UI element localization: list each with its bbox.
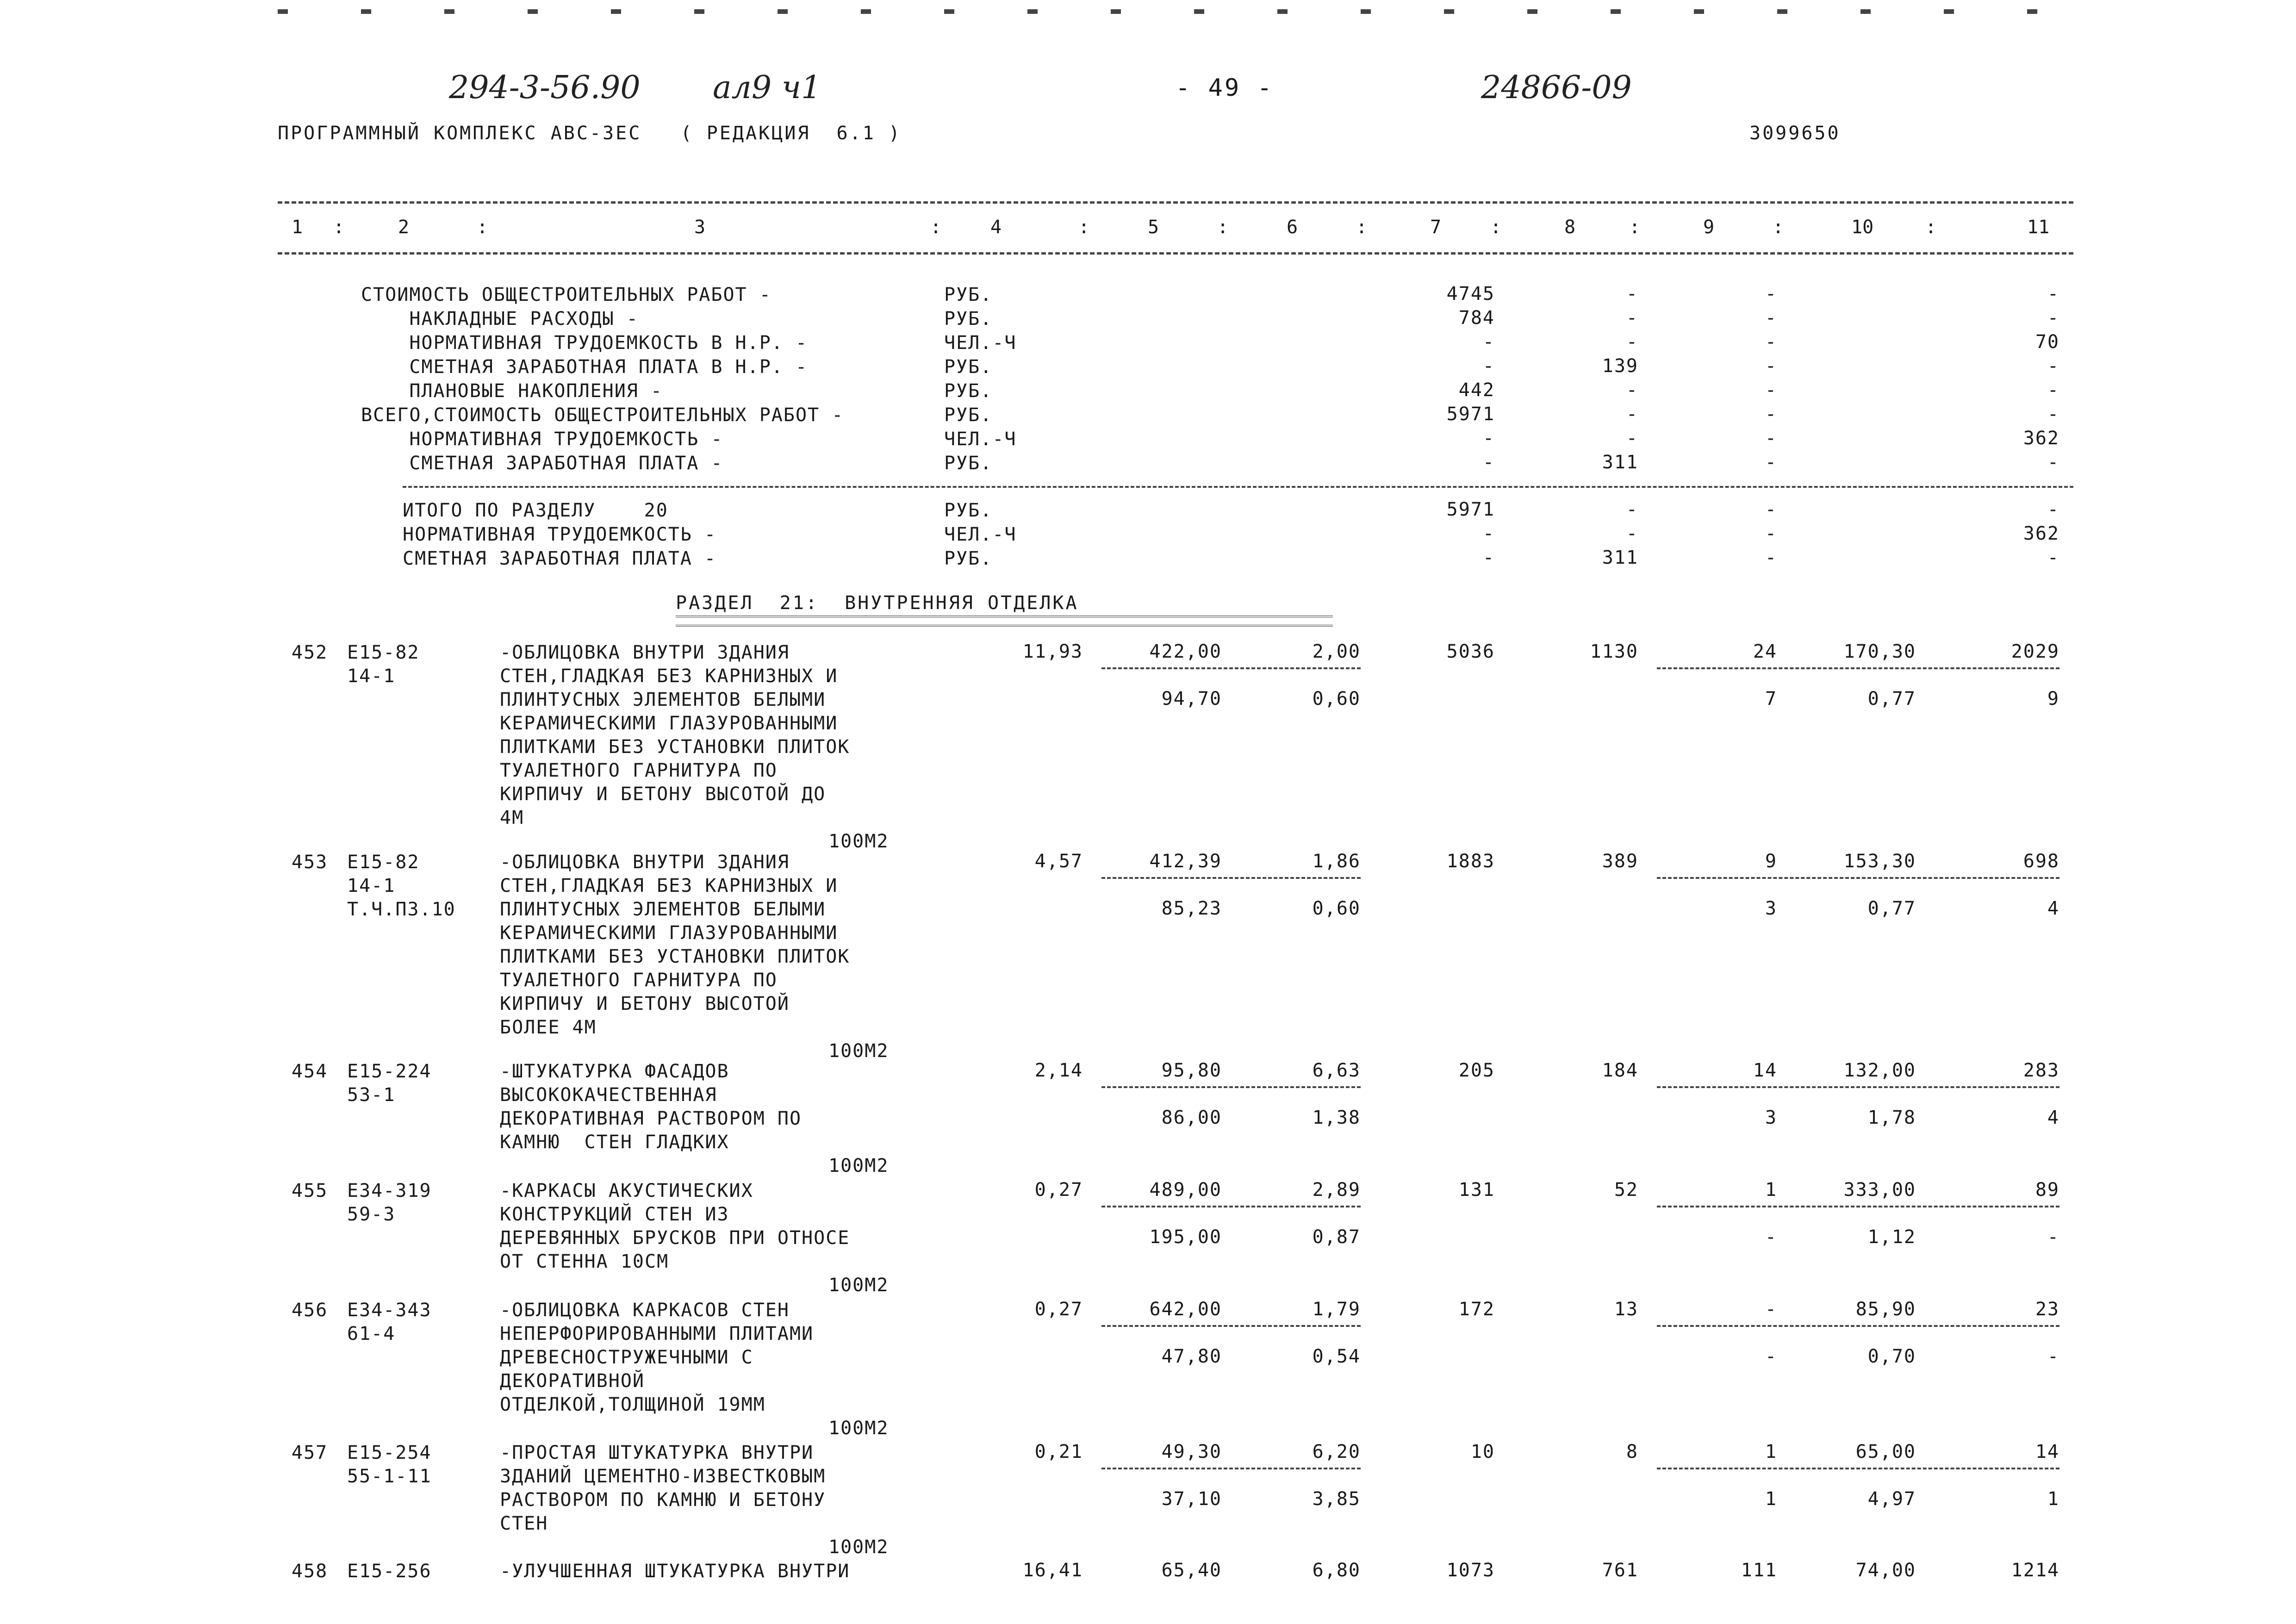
summary-row-col8: - xyxy=(1626,283,1638,305)
item-col-8: 52 xyxy=(1614,1179,1638,1201)
item-col-11-labor: 9 xyxy=(2047,688,2060,709)
item-col-11: 89 xyxy=(2035,1179,2060,1201)
summary-row-col8: 139 xyxy=(1602,355,1638,377)
column-header: 11 xyxy=(2027,217,2050,238)
table-header-bottom-rule xyxy=(278,252,2073,255)
summary-row-col7: 442 xyxy=(1458,380,1495,401)
item-col-10: 153,30 xyxy=(1843,851,1916,872)
summary-row-col11: - xyxy=(2047,283,2060,305)
item-col-9: 24 xyxy=(1753,641,1777,662)
summary-row-unit: РУБ. xyxy=(944,356,993,378)
item-number: 452 xyxy=(292,642,328,663)
program-title: ПРОГРАММНЫЙ КОМПЛЕКС АВС-3ЕС ( РЕДАКЦИЯ 6.1 ) xyxy=(278,123,902,144)
item-norm-subcode: 14-1 xyxy=(347,875,396,896)
item-norm-code: Е15-254 xyxy=(347,1442,432,1463)
item-col-4: 11,93 xyxy=(1022,641,1083,662)
item-col-4: 2,14 xyxy=(1034,1060,1083,1081)
item-col-10: 85,90 xyxy=(1855,1299,1916,1320)
summary-row-label: НОРМАТИВНАЯ ТРУДОЕМКОСТЬ - xyxy=(361,429,723,450)
summary-row-label: СТОИМОСТЬ ОБЩЕСТРОИТЕЛЬНЫХ РАБОТ - xyxy=(361,284,772,305)
summary-row-col9: - xyxy=(1765,283,1777,305)
item-number: 455 xyxy=(292,1180,328,1201)
item-unit: 100М2 xyxy=(828,1040,889,1062)
item-norm-subcode: 59-3 xyxy=(347,1204,396,1225)
item-col-6: 6,20 xyxy=(1312,1441,1361,1462)
item-col-8: 761 xyxy=(1602,1560,1638,1581)
item-col-10-labor: 4,97 xyxy=(1867,1488,1916,1510)
summary-row-unit: ЧЕЛ.-Ч xyxy=(944,429,1017,450)
summary-row-col8: 311 xyxy=(1602,452,1638,473)
item-unit: 100М2 xyxy=(828,831,889,852)
item-col-9: 1 xyxy=(1765,1179,1777,1201)
totals-row-label: ИТОГО ПО РАЗДЕЛУ 20 xyxy=(403,500,668,521)
item-col-5: 65,40 xyxy=(1161,1560,1222,1581)
item-col-6: 6,63 xyxy=(1312,1060,1361,1081)
item-col-6-labor: 0,60 xyxy=(1312,688,1361,709)
item-norm-code: Е34-319 xyxy=(347,1180,432,1201)
item-description: -ОБЛИЦОВКА ВНУТРИ ЗДАНИЯ СТЕН,ГЛАДКАЯ БЕЗ КАРНИЗНЫХ И ПЛИНТУСНЫХ ЭЛЕМЕНТОВ БЕЛЫМИ КЕРАМИЧЕСКИМИ ГЛАЗУРОВАННЫМИ ПЛИТКАМИ БЕЗ УСТАНОВКИ ПЛИТОК ТУАЛЕТНОГО ГАРНИТУРА ПО КИРПИЧУ И БЕТОНУ ВЫСОТОЙ БОЛЕЕ 4М xyxy=(500,852,850,1038)
item-col-5-labor: 195,00 xyxy=(1149,1226,1222,1248)
summary-row-col8: - xyxy=(1626,307,1638,329)
item-subtotal-rule-right xyxy=(1657,667,2060,669)
item-col-10: 65,00 xyxy=(1855,1441,1916,1462)
summary-row-col7: 4745 xyxy=(1446,283,1495,305)
summary-row-col7: - xyxy=(1482,452,1495,473)
column-separator: : xyxy=(1490,217,1502,238)
item-col-6: 1,86 xyxy=(1312,851,1361,872)
item-col-8: 389 xyxy=(1602,851,1638,872)
item-col-7: 10 xyxy=(1470,1441,1495,1462)
item-col-11-labor: - xyxy=(2047,1226,2060,1248)
summary-row-col11: 70 xyxy=(2035,331,2060,353)
column-separator: : xyxy=(1773,217,1784,238)
summary-row-col9: - xyxy=(1765,428,1777,449)
item-subtotal-rule-right xyxy=(1657,1086,2060,1088)
item-col-6-labor: 1,38 xyxy=(1312,1107,1361,1128)
summary-row-col9: - xyxy=(1765,380,1777,401)
totals-row-unit: РУБ. xyxy=(944,548,993,569)
item-col-5: 49,30 xyxy=(1161,1441,1222,1462)
handwritten-document-number: 24866-09 xyxy=(1481,69,1632,106)
item-col-4: 0,27 xyxy=(1034,1179,1083,1201)
totals-row-col9: - xyxy=(1765,499,1777,520)
item-unit: 100М2 xyxy=(828,1537,889,1558)
item-subtotal-rule-right xyxy=(1657,877,2060,879)
totals-row-col9: - xyxy=(1765,547,1777,568)
item-col-10-labor: 0,77 xyxy=(1867,688,1916,709)
column-header: 6 xyxy=(1287,217,1298,238)
item-number: 457 xyxy=(292,1442,328,1463)
totals-row-label: НОРМАТИВНАЯ ТРУДОЕМКОСТЬ - xyxy=(403,524,717,545)
item-subtotal-rule-left xyxy=(1101,877,1361,879)
column-header: 10 xyxy=(1851,217,1874,238)
item-col-6: 6,80 xyxy=(1312,1560,1361,1581)
totals-row-col11: - xyxy=(2047,547,2060,568)
section-title: РАЗДЕЛ 21: ВНУТРЕННЯЯ ОТДЕЛКА xyxy=(676,592,1079,614)
item-col-6: 2,00 xyxy=(1312,641,1361,662)
summary-row-col8: - xyxy=(1626,380,1638,401)
summary-separator xyxy=(403,486,2073,488)
item-norm-subcode: 61-4 xyxy=(347,1323,396,1344)
item-col-9-labor: - xyxy=(1765,1226,1777,1248)
item-col-9: 14 xyxy=(1753,1060,1777,1081)
item-col-4: 0,21 xyxy=(1034,1441,1083,1462)
item-norm-subcode: 55-1-11 xyxy=(347,1466,432,1487)
item-col-9-labor: 3 xyxy=(1765,1107,1777,1128)
item-col-5-labor: 85,23 xyxy=(1161,898,1222,919)
item-col-10-labor: 1,78 xyxy=(1867,1107,1916,1128)
item-col-4: 4,57 xyxy=(1034,851,1083,872)
item-col-9-labor: 3 xyxy=(1765,898,1777,919)
item-norm-code: Е15-82 xyxy=(347,852,420,873)
totals-row-col9: - xyxy=(1765,523,1777,544)
item-unit: 100М2 xyxy=(828,1418,889,1439)
summary-row-col8: - xyxy=(1626,404,1638,425)
item-subtotal-rule-left xyxy=(1101,1086,1361,1088)
summary-row-col9: - xyxy=(1765,331,1777,353)
summary-row-label: СМЕТНАЯ ЗАРАБОТНАЯ ПЛАТА В Н.Р. - xyxy=(361,356,808,378)
item-norm-code: Е15-82 xyxy=(347,642,420,663)
totals-row-col8: 311 xyxy=(1602,547,1638,568)
column-separator: : xyxy=(1078,217,1090,238)
summary-row-unit: ЧЕЛ.-Ч xyxy=(944,332,1017,354)
column-separator: : xyxy=(1356,217,1368,238)
item-col-11-labor: 4 xyxy=(2047,898,2060,919)
item-col-7: 131 xyxy=(1458,1179,1495,1201)
item-col-5: 95,80 xyxy=(1161,1060,1222,1081)
column-header: 5 xyxy=(1148,217,1159,238)
item-col-7: 172 xyxy=(1458,1299,1495,1320)
summary-row-col11: - xyxy=(2047,307,2060,329)
summary-row-label: СМЕТНАЯ ЗАРАБОТНАЯ ПЛАТА - xyxy=(361,453,723,474)
item-col-8: 13 xyxy=(1614,1299,1638,1320)
column-separator: : xyxy=(333,217,345,238)
summary-row-label: НОРМАТИВНАЯ ТРУДОЕМКОСТЬ В Н.Р. - xyxy=(361,332,808,354)
item-norm-code: Е34-343 xyxy=(347,1300,432,1321)
item-col-5-labor: 86,00 xyxy=(1161,1107,1222,1128)
item-col-10-labor: 1,12 xyxy=(1867,1226,1916,1248)
summary-row-unit: РУБ. xyxy=(944,404,993,426)
item-col-4: 0,27 xyxy=(1034,1299,1083,1320)
item-col-7: 205 xyxy=(1458,1060,1495,1081)
item-description: -ОБЛИЦОВКА КАРКАСОВ СТЕН НЕПЕРФОРИРОВАННЫМИ ПЛИТАМИ ДРЕВЕСНОСТРУЖЕЧНЫМИ С ДЕКОРАТИВНОЙ ОТДЕЛКОЙ,ТОЛЩИНОЙ 19ММ xyxy=(500,1300,814,1415)
totals-row-col7: - xyxy=(1482,547,1495,568)
item-col-10-labor: 0,77 xyxy=(1867,898,1916,919)
column-separator: : xyxy=(477,217,488,238)
column-header: 7 xyxy=(1430,217,1442,238)
totals-row-unit: ЧЕЛ.-Ч xyxy=(944,524,1017,545)
item-col-4: 16,41 xyxy=(1022,1560,1083,1581)
item-description: -КАРКАСЫ АКУСТИЧЕСКИХ КОНСТРУКЦИЙ СТЕН ИЗ ДЕРЕВЯННЫХ БРУСКОВ ПРИ ОТНОСЕ ОТ СТЕННА 10СМ xyxy=(500,1180,850,1272)
summary-row-col11: - xyxy=(2047,355,2060,377)
summary-row-col9: - xyxy=(1765,307,1777,329)
item-col-11: 14 xyxy=(2035,1441,2060,1462)
column-header: 8 xyxy=(1564,217,1576,238)
item-col-6-labor: 0,54 xyxy=(1312,1346,1361,1367)
item-col-8: 8 xyxy=(1626,1441,1638,1462)
item-col-9-labor: - xyxy=(1765,1346,1777,1367)
item-subtotal-rule-left xyxy=(1101,1468,1361,1469)
column-separator: : xyxy=(1925,217,1937,238)
item-col-5: 642,00 xyxy=(1149,1299,1222,1320)
document-code: 3099650 xyxy=(1749,123,1841,144)
item-col-7: 5036 xyxy=(1446,641,1495,662)
item-unit: 100М2 xyxy=(828,1155,889,1176)
summary-row-col7: - xyxy=(1482,428,1495,449)
item-col-6-labor: 3,85 xyxy=(1312,1488,1361,1510)
item-unit: 100М2 xyxy=(828,1275,889,1296)
item-col-11-labor: 1 xyxy=(2047,1488,2060,1510)
summary-row-unit: РУБ. xyxy=(944,308,993,330)
item-col-5-labor: 37,10 xyxy=(1161,1488,1222,1510)
item-number: 458 xyxy=(292,1561,328,1582)
column-separator: : xyxy=(930,217,942,238)
totals-row-col8: - xyxy=(1626,523,1638,544)
item-col-7: 1883 xyxy=(1446,851,1495,872)
summary-row-col7: 784 xyxy=(1458,307,1495,329)
totals-row-col8: - xyxy=(1626,499,1638,520)
item-subtotal-rule-right xyxy=(1657,1206,2060,1207)
summary-row-col11: 362 xyxy=(2023,428,2060,449)
summary-row-unit: РУБ. xyxy=(944,453,993,474)
item-norm-subcode: 14-1 xyxy=(347,666,396,687)
item-col-5: 489,00 xyxy=(1149,1179,1222,1201)
item-col-6-labor: 0,87 xyxy=(1312,1226,1361,1248)
item-norm-code: Е15-224 xyxy=(347,1061,432,1082)
top-edge-marks xyxy=(278,9,2073,14)
item-col-9-labor: 1 xyxy=(1765,1488,1777,1510)
item-col-5-labor: 47,80 xyxy=(1161,1346,1222,1367)
item-col-9: 1 xyxy=(1765,1441,1777,1462)
item-col-11-labor: - xyxy=(2047,1346,2060,1367)
item-subtotal-rule-right xyxy=(1657,1468,2060,1469)
item-col-8: 1130 xyxy=(1590,641,1638,662)
column-header: 4 xyxy=(990,217,1002,238)
item-col-9-labor: 7 xyxy=(1765,688,1777,709)
item-subtotal-rule-left xyxy=(1101,1325,1361,1327)
item-col-11: 1214 xyxy=(2011,1560,2060,1581)
summary-row-col9: - xyxy=(1765,404,1777,425)
section-title-underline xyxy=(676,616,1333,627)
item-subtotal-rule-left xyxy=(1101,667,1361,669)
item-col-11: 2029 xyxy=(2011,641,2060,662)
item-col-5: 422,00 xyxy=(1149,641,1222,662)
item-col-10-labor: 0,70 xyxy=(1867,1346,1916,1367)
summary-row-unit: РУБ. xyxy=(944,380,993,402)
item-col-6-labor: 0,60 xyxy=(1312,898,1361,919)
item-col-6: 2,89 xyxy=(1312,1179,1361,1201)
item-col-9: 9 xyxy=(1765,851,1777,872)
item-description: -ОБЛИЦОВКА ВНУТРИ ЗДАНИЯ СТЕН,ГЛАДКАЯ БЕЗ КАРНИЗНЫХ И ПЛИНТУСНЫХ ЭЛЕМЕНТОВ БЕЛЫМИ КЕРАМИЧЕСКИМИ ГЛАЗУРОВАННЫМИ ПЛИТКАМИ БЕЗ УСТАНОВКИ ПЛИТОК ТУАЛЕТНОГО ГАРНИТУРА ПО КИРПИЧУ И БЕТОНУ ВЫСОТОЙ ДО 4М xyxy=(500,642,850,828)
page-number: - 49 - xyxy=(1176,74,1274,102)
table-header-top-rule xyxy=(278,201,2073,204)
item-col-11-labor: 4 xyxy=(2047,1107,2060,1128)
column-separator: : xyxy=(1629,217,1641,238)
column-header: 3 xyxy=(694,217,706,238)
summary-row-col11: - xyxy=(2047,452,2060,473)
item-norm-note: Т.Ч.П3.10 xyxy=(347,899,456,920)
item-col-10: 170,30 xyxy=(1843,641,1916,662)
item-norm-subcode: 53-1 xyxy=(347,1084,396,1106)
summary-row-col7: 5971 xyxy=(1446,404,1495,425)
summary-row-col11: - xyxy=(2047,380,2060,401)
summary-row-col8: - xyxy=(1626,428,1638,449)
item-number: 454 xyxy=(292,1061,328,1082)
item-col-11: 23 xyxy=(2035,1299,2060,1320)
totals-row-label: СМЕТНАЯ ЗАРАБОТНАЯ ПЛАТА - xyxy=(403,548,717,569)
handwritten-project-code: 294-3-56.90 xyxy=(449,69,641,106)
item-col-8: 184 xyxy=(1602,1060,1638,1081)
summary-row-col9: - xyxy=(1765,355,1777,377)
item-number: 453 xyxy=(292,852,328,873)
item-description: -УЛУЧШЕННАЯ ШТУКАТУРКА ВНУТРИ xyxy=(500,1561,850,1582)
summary-row-col9: - xyxy=(1765,452,1777,473)
item-col-10: 132,00 xyxy=(1843,1060,1916,1081)
summary-row-label: ВСЕГО,СТОИМОСТЬ ОБЩЕСТРОИТЕЛЬНЫХ РАБОТ - xyxy=(361,404,844,426)
item-col-9: 111 xyxy=(1741,1560,1777,1581)
column-header: 9 xyxy=(1703,217,1715,238)
summary-row-col11: - xyxy=(2047,404,2060,425)
item-col-10: 333,00 xyxy=(1843,1179,1916,1201)
item-number: 456 xyxy=(292,1300,328,1321)
item-col-9: - xyxy=(1765,1299,1777,1320)
summary-row-col8: - xyxy=(1626,331,1638,353)
totals-row-col11: 362 xyxy=(2023,523,2060,544)
item-subtotal-rule-right xyxy=(1657,1325,2060,1327)
totals-row-col7: - xyxy=(1482,523,1495,544)
item-col-7: 1073 xyxy=(1446,1560,1495,1581)
item-col-11: 283 xyxy=(2023,1060,2060,1081)
totals-row-col11: - xyxy=(2047,499,2060,520)
item-col-5: 412,39 xyxy=(1149,851,1222,872)
summary-row-unit: РУБ. xyxy=(944,284,993,305)
handwritten-album-code: ал9 ч1 xyxy=(713,69,821,106)
summary-row-col7: - xyxy=(1482,355,1495,377)
totals-row-col7: 5971 xyxy=(1446,499,1495,520)
summary-row-label: ПЛАНОВЫЕ НАКОПЛЕНИЯ - xyxy=(361,380,663,402)
item-col-5-labor: 94,70 xyxy=(1161,688,1222,709)
column-header: 1 xyxy=(292,217,303,238)
totals-row-unit: РУБ. xyxy=(944,500,993,521)
item-description: -ПРОСТАЯ ШТУКАТУРКА ВНУТРИ ЗДАНИЙ ЦЕМЕНТНО-ИЗВЕСТКОВЫМ РАСТВОРОМ ПО КАМНЮ И БЕТОНУ СТЕН xyxy=(500,1442,826,1534)
column-header: 2 xyxy=(398,217,410,238)
summary-row-label: НАКЛАДНЫЕ РАСХОДЫ - xyxy=(361,308,639,330)
item-col-6: 1,79 xyxy=(1312,1299,1361,1320)
item-col-11: 698 xyxy=(2023,851,2060,872)
item-norm-code: Е15-256 xyxy=(347,1561,432,1582)
item-col-10: 74,00 xyxy=(1855,1560,1916,1581)
summary-row-col7: - xyxy=(1482,331,1495,353)
item-subtotal-rule-left xyxy=(1101,1206,1361,1207)
item-description: -ШТУКАТУРКА ФАСАДОВ ВЫСОКОКАЧЕСТВЕННАЯ ДЕКОРАТИВНАЯ РАСТВОРОМ ПО КАМНЮ СТЕН ГЛАДКИХ xyxy=(500,1061,802,1153)
column-separator: : xyxy=(1217,217,1229,238)
